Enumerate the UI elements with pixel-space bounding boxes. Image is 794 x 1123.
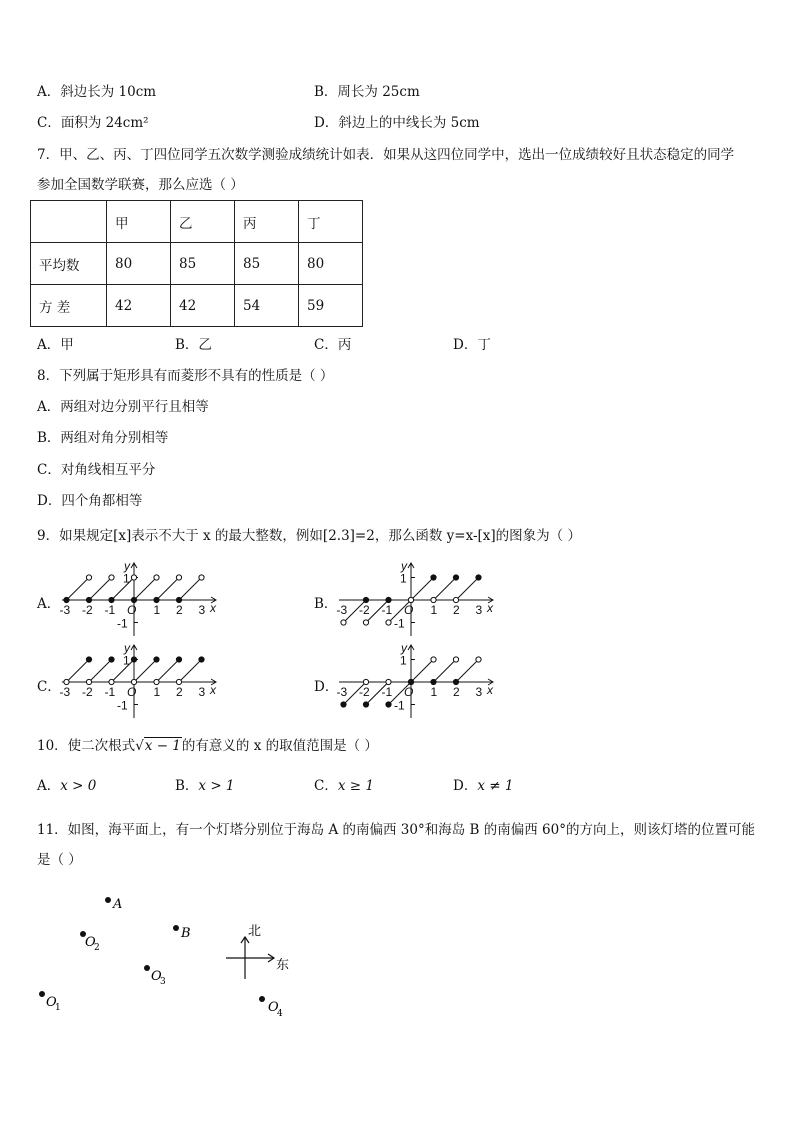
q6-option-b: B．周长为 25cm bbox=[314, 84, 420, 100]
q10-stem bbox=[37, 737, 378, 755]
open-point bbox=[154, 575, 159, 580]
table-header-cell: 乙 bbox=[171, 201, 235, 243]
y-tick-label: 1 bbox=[123, 571, 130, 586]
x-axis-label: x bbox=[487, 601, 493, 615]
q6-option-a: A．斜边长为 10cm bbox=[37, 84, 157, 100]
table-header-cell bbox=[31, 201, 107, 243]
x-tick-label: 1 bbox=[430, 685, 438, 699]
closed-point bbox=[109, 657, 114, 662]
x-tick-label: -1 bbox=[104, 685, 116, 699]
x-tick-label: O bbox=[127, 685, 137, 699]
x-tick-label: 2 bbox=[453, 685, 460, 699]
q9-label-c: C． bbox=[37, 679, 61, 695]
x-tick-label: 3 bbox=[475, 603, 483, 617]
closed-point bbox=[154, 597, 159, 602]
open-point bbox=[131, 679, 136, 684]
x-tick-label: 1 bbox=[430, 603, 438, 617]
compass-east-label: 东 bbox=[276, 958, 290, 973]
closed-point bbox=[363, 597, 368, 602]
y-axis-label: y bbox=[124, 642, 130, 655]
q8-option-a: A．两组对边分别平行且相等 bbox=[37, 399, 209, 415]
point-o3-label: O bbox=[151, 969, 162, 984]
table-cell: 54 bbox=[235, 285, 299, 327]
x-tick-label: -1 bbox=[104, 603, 116, 617]
x-tick-label: -2 bbox=[359, 685, 370, 699]
table-cell: 平均数 bbox=[31, 243, 107, 285]
open-point bbox=[131, 575, 136, 580]
open-point bbox=[363, 620, 368, 625]
q11-stem-line2: 是（ ） bbox=[37, 852, 82, 868]
table-header-cell: 丁 bbox=[299, 201, 363, 243]
x-tick-label: -3 bbox=[337, 685, 348, 699]
x-axis-label: x bbox=[210, 601, 216, 615]
y-axis-label: y bbox=[124, 560, 130, 573]
point-a bbox=[105, 897, 122, 912]
x-tick-label: -1 bbox=[381, 685, 393, 699]
closed-point bbox=[176, 657, 181, 662]
closed-point bbox=[431, 679, 436, 684]
q9-graph-c bbox=[60, 642, 222, 720]
y-axis-label: y bbox=[401, 642, 407, 655]
point-o3-dot bbox=[144, 965, 150, 971]
q10-option-a-label: A． bbox=[37, 778, 61, 794]
closed-point bbox=[453, 679, 458, 684]
x-tick-label: -3 bbox=[337, 603, 348, 617]
q7-stem-line1: 7．甲、乙、丙、丁四位同学五次数学测验成绩统计如表．如果从这四位同学中，选出一位成绩较好且状态稳定的同学 bbox=[37, 147, 735, 163]
point-o4-subscript: 4 bbox=[277, 1009, 283, 1019]
x-tick-label: -2 bbox=[359, 603, 370, 617]
q10-option-c-expr: x ≥ 1 bbox=[337, 778, 374, 794]
table-cell: 59 bbox=[299, 285, 363, 327]
q7-option-d: D．丁 bbox=[453, 337, 491, 353]
table-cell: 85 bbox=[171, 243, 235, 285]
table-cell: 80 bbox=[107, 243, 171, 285]
q10-radicand: x − 1 bbox=[144, 738, 181, 754]
graph-d-svg bbox=[337, 642, 499, 720]
open-point bbox=[341, 620, 346, 625]
x-tick-label: -3 bbox=[60, 603, 71, 617]
x-tick-label: 3 bbox=[198, 603, 206, 617]
closed-point bbox=[86, 657, 91, 662]
table-header-row bbox=[31, 201, 363, 243]
q7-stem-line2: 参加全国数学联赛，那么应选（ ） bbox=[37, 177, 244, 193]
graph-segment bbox=[89, 660, 112, 683]
graph-segment bbox=[456, 578, 479, 601]
closed-point bbox=[408, 679, 413, 684]
y-tick-label: 1 bbox=[400, 571, 407, 586]
y-tick-label: 1 bbox=[123, 653, 130, 668]
closed-point bbox=[363, 702, 368, 707]
x-axis-label: x bbox=[210, 683, 216, 697]
closed-point bbox=[131, 657, 136, 662]
open-point bbox=[453, 597, 458, 602]
point-o2 bbox=[80, 931, 100, 953]
q10-stem-post: 的有意义的 x 的取值范围是（ ） bbox=[181, 738, 378, 754]
x-tick-label: 2 bbox=[453, 603, 460, 617]
y-tick-label: 1 bbox=[400, 653, 407, 668]
graph-segment bbox=[179, 660, 202, 683]
x-tick-label: O bbox=[404, 603, 414, 617]
point-b-label: B bbox=[181, 926, 191, 941]
x-tick-label: 1 bbox=[153, 603, 161, 617]
q7-option-c: C．丙 bbox=[314, 337, 352, 353]
closed-point bbox=[109, 597, 114, 602]
q10-option-c bbox=[314, 777, 374, 795]
open-point bbox=[176, 575, 181, 580]
graph-segment bbox=[411, 578, 434, 601]
open-point bbox=[109, 575, 114, 580]
q11-map-figure bbox=[30, 885, 330, 1030]
q10-option-d bbox=[453, 777, 513, 795]
graph-a-svg bbox=[60, 560, 222, 638]
q8-option-c: C．对角线相互平分 bbox=[37, 462, 156, 478]
point-o3-subscript: 3 bbox=[160, 977, 166, 987]
table-cell: 方 差 bbox=[31, 285, 107, 327]
y-tick-label: -1 bbox=[117, 616, 128, 631]
radical-sign-icon: √ bbox=[135, 738, 144, 754]
closed-point bbox=[64, 597, 69, 602]
table-header-cell: 甲 bbox=[107, 201, 171, 243]
x-tick-label: 2 bbox=[176, 603, 183, 617]
table-cell: 85 bbox=[235, 243, 299, 285]
x-axis-label: x bbox=[487, 683, 493, 697]
open-point bbox=[431, 657, 436, 662]
q11-stem-line1: 11．如图，海平面上，有一个灯塔分别位于海岛 A 的南偏西 30°和海岛 B 的南偏西 60°的方向上，则该灯塔的位置可能 bbox=[37, 822, 755, 838]
table-cell: 42 bbox=[107, 285, 171, 327]
graph-segment bbox=[179, 578, 202, 601]
graph-segment bbox=[157, 660, 180, 683]
open-point bbox=[386, 679, 391, 684]
q6-option-c: C．面积为 24cm² bbox=[37, 115, 149, 131]
graph-segment bbox=[434, 660, 457, 683]
q10-option-b bbox=[175, 777, 235, 795]
graph-segment bbox=[67, 660, 90, 683]
open-point bbox=[453, 657, 458, 662]
x-tick-label: 1 bbox=[153, 685, 161, 699]
closed-point bbox=[431, 575, 436, 580]
y-axis-label: y bbox=[401, 560, 407, 573]
closed-point bbox=[199, 657, 204, 662]
x-tick-label: 2 bbox=[176, 685, 183, 699]
graph-segment bbox=[411, 660, 434, 683]
point-o2-subscript: 2 bbox=[94, 943, 100, 953]
point-o4 bbox=[259, 996, 283, 1019]
q10-option-d-label: D． bbox=[453, 778, 478, 794]
point-b-dot bbox=[173, 925, 179, 931]
table-header-cell: 丙 bbox=[235, 201, 299, 243]
q9-label-a: A． bbox=[37, 596, 61, 612]
q10-option-b-label: B． bbox=[175, 778, 199, 794]
open-point bbox=[86, 679, 91, 684]
y-tick-label: -1 bbox=[117, 698, 128, 713]
q9-graph-a bbox=[60, 560, 222, 638]
graph-segment bbox=[434, 578, 457, 601]
point-b bbox=[173, 925, 191, 941]
x-tick-label: -2 bbox=[82, 685, 93, 699]
q10-option-a bbox=[37, 777, 96, 795]
graph-segment bbox=[157, 578, 180, 601]
q8-option-b: B．两组对角分别相等 bbox=[37, 430, 169, 446]
point-o4-dot bbox=[259, 996, 265, 1002]
open-point bbox=[64, 679, 69, 684]
open-point bbox=[431, 597, 436, 602]
q10-option-b-expr: x > 1 bbox=[198, 778, 235, 794]
graph-b-svg bbox=[337, 560, 499, 638]
y-tick-label: -1 bbox=[394, 698, 405, 713]
closed-point bbox=[176, 597, 181, 602]
graph-c-svg bbox=[60, 642, 222, 720]
point-a-dot bbox=[105, 897, 111, 903]
q10-option-d-expr: x ≠ 1 bbox=[477, 778, 514, 794]
open-point bbox=[176, 679, 181, 684]
q8-option-d: D．四个角都相等 bbox=[37, 493, 143, 509]
table-cell: 42 bbox=[171, 285, 235, 327]
compass-rose-icon bbox=[226, 924, 289, 979]
point-o2-label: O bbox=[85, 935, 96, 950]
table-row bbox=[31, 243, 363, 285]
graph-segment bbox=[134, 660, 157, 683]
open-point bbox=[109, 679, 114, 684]
open-point bbox=[386, 620, 391, 625]
x-tick-label: O bbox=[404, 685, 414, 699]
table-cell: 80 bbox=[299, 243, 363, 285]
compass-north-label: 北 bbox=[248, 924, 262, 939]
point-o1 bbox=[39, 991, 61, 1013]
open-point bbox=[154, 679, 159, 684]
q9-graph-d bbox=[337, 642, 499, 720]
point-o1-subscript: 1 bbox=[55, 1003, 61, 1013]
q8-stem: 8．下列属于矩形具有而菱形不具有的性质是（ ） bbox=[37, 368, 334, 384]
q9-label-b: B． bbox=[314, 596, 338, 612]
open-point bbox=[408, 597, 413, 602]
x-tick-label: 3 bbox=[198, 685, 206, 699]
point-o1-label: O bbox=[46, 995, 57, 1010]
point-o1-dot bbox=[39, 991, 45, 997]
graph-segment bbox=[134, 578, 157, 601]
closed-point bbox=[453, 575, 458, 580]
closed-point bbox=[131, 597, 136, 602]
q6-option-d: D．斜边上的中线长为 5cm bbox=[314, 115, 480, 131]
q9-graph-b bbox=[337, 560, 499, 638]
graph-segment bbox=[89, 578, 112, 601]
closed-point bbox=[476, 575, 481, 580]
q7-stats-table bbox=[30, 200, 363, 327]
graph-segment bbox=[67, 578, 90, 601]
open-point bbox=[86, 575, 91, 580]
q7-option-a: A．甲 bbox=[37, 337, 74, 353]
point-a-label: A bbox=[113, 897, 123, 912]
y-tick-label: -1 bbox=[394, 616, 405, 631]
x-tick-label: -2 bbox=[82, 603, 93, 617]
q10-stem-pre: 10．使二次根式 bbox=[37, 738, 136, 754]
q7-option-b: B．乙 bbox=[175, 337, 212, 353]
x-tick-label: 3 bbox=[475, 685, 483, 699]
point-o4-label: O bbox=[268, 1000, 279, 1015]
q10-option-c-label: C． bbox=[314, 778, 338, 794]
x-tick-label: -3 bbox=[60, 685, 71, 699]
table-row bbox=[31, 285, 363, 327]
closed-point bbox=[341, 702, 346, 707]
x-tick-label: -1 bbox=[381, 603, 393, 617]
closed-point bbox=[86, 597, 91, 602]
open-point bbox=[476, 657, 481, 662]
graph-segment bbox=[456, 660, 479, 683]
point-o3 bbox=[144, 965, 166, 987]
q9-stem: 9．如果规定[x]表示不大于 x 的最大整数，例如[2.3]=2，那么函数 y=x-[x]的图象为（ ） bbox=[37, 528, 581, 544]
open-point bbox=[363, 679, 368, 684]
closed-point bbox=[154, 657, 159, 662]
closed-point bbox=[386, 702, 391, 707]
x-tick-label: O bbox=[127, 603, 137, 617]
open-point bbox=[199, 575, 204, 580]
closed-point bbox=[386, 597, 391, 602]
q10-option-a-expr: x > 0 bbox=[60, 778, 97, 794]
q9-label-d: D． bbox=[314, 679, 339, 695]
